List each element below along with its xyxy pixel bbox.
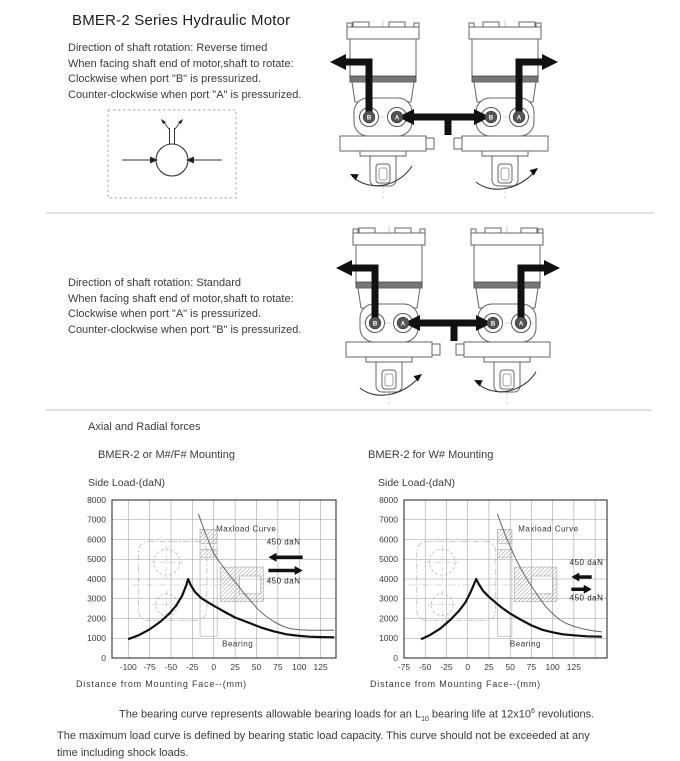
svg-text:B: B — [372, 321, 378, 328]
svg-text:125: 125 — [313, 662, 328, 672]
text-line: Direction of shaft rotation: Reverse timed — [68, 42, 268, 54]
chart-left-title: BMER-2 or M#/F# Mounting — [98, 449, 235, 461]
hydraulic-motor-symbol-icon — [106, 108, 238, 200]
svg-text:125: 125 — [566, 662, 581, 672]
svg-text:2000: 2000 — [87, 613, 106, 624]
svg-text:100: 100 — [292, 662, 307, 672]
section-divider — [46, 212, 654, 214]
svg-text:100: 100 — [545, 662, 560, 672]
svg-text:Maxload Curve: Maxload Curve — [518, 524, 579, 534]
svg-text:B: B — [490, 321, 496, 328]
svg-text:A: A — [394, 115, 400, 122]
svg-text:A: A — [516, 115, 522, 122]
svg-text:5000: 5000 — [87, 554, 106, 565]
svg-text:7000: 7000 — [379, 514, 398, 525]
svg-text:25: 25 — [230, 662, 240, 672]
motor-diagram-reverse-left — [326, 18, 456, 203]
svg-text:B: B — [366, 115, 372, 122]
svg-text:8000: 8000 — [87, 494, 106, 505]
chart-right-title: BMER-2 for W# Mounting — [368, 449, 494, 461]
svg-text:0: 0 — [465, 662, 471, 672]
svg-text:3000: 3000 — [87, 593, 106, 604]
svg-text:-25: -25 — [186, 662, 199, 672]
text-line: Clockwise when port "A" is pressurized. — [68, 308, 262, 320]
svg-text:450 daN: 450 daN — [569, 593, 604, 603]
svg-text:25: 25 — [484, 662, 494, 672]
svg-text:50: 50 — [251, 662, 262, 672]
svg-text:Maxload Curve: Maxload Curve — [216, 524, 277, 534]
svg-text:75: 75 — [273, 662, 283, 672]
svg-text:4000: 4000 — [87, 573, 106, 584]
forces-heading: Axial and Radial forces — [88, 421, 201, 433]
svg-text:-75: -75 — [397, 662, 411, 672]
motor-diagram-reverse-right — [448, 18, 578, 203]
text-line: Counter-clockwise when port "B" is pressurized. — [68, 323, 302, 336]
side-load-chart-mf-mounting — [66, 492, 366, 697]
text-line: time including shock loads. — [57, 746, 189, 759]
rotation-standard-paragraph — [68, 276, 373, 338]
svg-text:6000: 6000 — [87, 534, 106, 545]
svg-text:-50: -50 — [164, 662, 178, 672]
svg-text:50: 50 — [505, 662, 515, 672]
svg-text:A: A — [400, 321, 406, 328]
chart-left-ylabel: Side Load-(daN) — [88, 477, 166, 489]
motor-diagram-standard-right — [450, 224, 580, 409]
svg-text:-75: -75 — [143, 662, 156, 672]
svg-text:0: 0 — [211, 662, 217, 672]
svg-text:Distance from Mounting Face--(: Distance from Mounting Face--(mm) — [370, 679, 541, 689]
svg-text:Distance from Mounting Face--(: Distance from Mounting Face--(mm) — [76, 679, 247, 689]
text-line: When facing shaft end of motor,shaft to rotate: — [68, 57, 294, 70]
motor-diagram-standard-left — [332, 224, 462, 409]
svg-text:8000: 8000 — [379, 494, 398, 505]
svg-text:0: 0 — [393, 652, 398, 663]
text-line: Direction of shaft rotation: Standard — [68, 277, 242, 289]
svg-text:B: B — [488, 115, 494, 122]
svg-text:-50: -50 — [419, 662, 432, 672]
bearing-note-paragraph — [57, 704, 635, 761]
svg-text:1000: 1000 — [87, 633, 106, 644]
svg-text:450 daN: 450 daN — [266, 576, 301, 586]
svg-text:5000: 5000 — [379, 554, 398, 565]
svg-text:Bearing: Bearing — [222, 639, 254, 649]
svg-text:1000: 1000 — [379, 633, 398, 644]
section-divider — [46, 409, 652, 411]
svg-text:450 daN: 450 daN — [569, 558, 604, 568]
svg-text:3000: 3000 — [379, 593, 398, 604]
text-line: The bearing curve represents allowable bearing loads for an $L_{10}$ bearing life at $12x10^6$ revolutions. — [119, 708, 595, 723]
svg-text:0: 0 — [101, 652, 106, 663]
svg-text:-100: -100 — [119, 662, 137, 672]
svg-text:6000: 6000 — [379, 534, 398, 545]
text-line: When facing shaft end of motor,shaft to rotate: — [68, 292, 294, 305]
svg-text:Bearing: Bearing — [509, 639, 541, 649]
svg-text:7000: 7000 — [87, 514, 106, 525]
text-line: The maximum load curve is defined by bearing static load capacity. This curve should not be exceeded at any — [57, 730, 590, 743]
svg-text:-25: -25 — [440, 662, 453, 672]
page-title: BMER-2 Series Hydraulic Motor — [72, 12, 291, 29]
side-load-chart-w-mounting — [360, 492, 660, 697]
text-line: Clockwise when port "B" is pressurized. — [68, 73, 262, 85]
svg-text:4000: 4000 — [379, 573, 398, 584]
text-line: Counter-clockwise when port "A" is pressurized. — [68, 88, 302, 101]
chart-right-ylabel: Side Load-(daN) — [378, 477, 456, 489]
svg-text:2000: 2000 — [379, 613, 398, 624]
svg-text:A: A — [518, 321, 524, 328]
svg-text:450 daN: 450 daN — [266, 537, 301, 547]
svg-text:75: 75 — [526, 662, 537, 672]
